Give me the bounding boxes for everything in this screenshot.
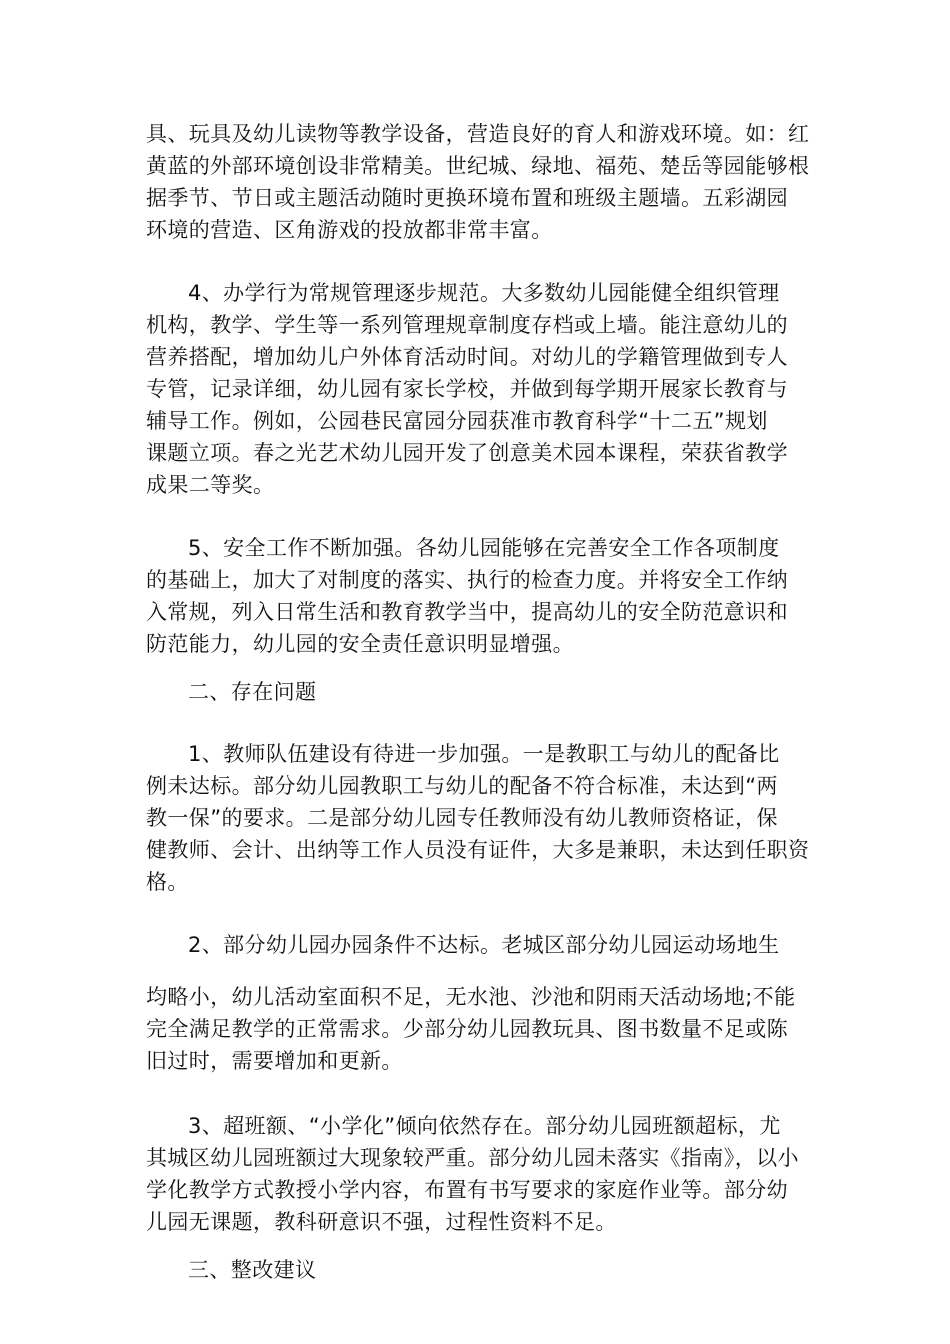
paragraph-line: 教一保”的要求。二是部分幼儿园专任教师没有幼儿教师资格证，保 xyxy=(146,806,778,830)
paragraph-line: 的基础上，加大了对制度的落实、执行的检查力度。并将安全工作纳 xyxy=(146,568,788,592)
paragraph-line: 课题立项。春之光艺术幼儿园开发了创意美术园本课程，荣获省教学 xyxy=(146,441,788,465)
paragraph-line: 均略小，幼儿活动室面积不足，无水池、沙池和阴雨天活动场地;不能 xyxy=(146,985,796,1009)
paragraph-line: 健教师、会计、出纳等工作人员没有证件，大多是兼职，未达到任职资 xyxy=(146,838,810,862)
section-heading: 二、存在问题 xyxy=(188,680,317,704)
paragraph-line: 其城区幼儿园班额过大现象较严重。部分幼儿园未落实《指南》，以小 xyxy=(146,1146,799,1170)
paragraph-line: 3、超班额、“小学化”倾向依然存在。部分幼儿园班额超标，尤 xyxy=(188,1114,781,1138)
paragraph-line: 旧过时，需要增加和更新。 xyxy=(146,1049,403,1073)
section-heading: 三、整改建议 xyxy=(188,1258,317,1282)
paragraph-line: 据季节、节日或主题活动随时更换环境布置和班级主题墙。五彩湖园 xyxy=(146,186,788,210)
paragraph-line: 环境的营造、区角游戏的投放都非常丰富。 xyxy=(146,218,553,242)
paragraph-line: 黄蓝的外部环境创设非常精美。世纪城、绿地、福苑、楚岳等园能够根 xyxy=(146,154,810,178)
paragraph-line: 2、部分幼儿园办园条件不达标。老城区部分幼儿园运动场地生 xyxy=(188,933,780,957)
paragraph-line: 机构，教学、学生等一系列管理规章制度存档或上墙。能注意幼儿的 xyxy=(146,313,788,337)
paragraph-line: 4、办学行为常规管理逐步规范。大多数幼儿园能健全组织管理 xyxy=(188,281,780,305)
paragraph-line: 完全满足教学的正常需求。少部分幼儿园教玩具、图书数量不足或陈 xyxy=(146,1017,788,1041)
paragraph-line: 营养搭配，增加幼儿户外体育活动时间。对幼儿的学籍管理做到专人 xyxy=(146,345,788,369)
paragraph-line: 1、教师队伍建设有待进一步加强。一是教职工与幼儿的配备比 xyxy=(188,742,780,766)
paragraph-line: 5、安全工作不断加强。各幼儿园能够在完善安全工作各项制度 xyxy=(188,536,780,560)
paragraph-line: 入常规，列入日常生活和教育教学当中，提高幼儿的安全防范意识和 xyxy=(146,600,788,624)
paragraph-line: 成果二等奖。 xyxy=(146,473,275,497)
paragraph-line: 例未达标。部分幼儿园教职工与幼儿的配备不符合标准，未达到“两 xyxy=(146,774,778,798)
paragraph-line: 专管，记录详细，幼儿园有家长学校，并做到每学期开展家长教育与 xyxy=(146,377,788,401)
paragraph-line: 儿园无课题，教科研意识不强，过程性资料不足。 xyxy=(146,1210,617,1234)
paragraph-line: 防范能力，幼儿园的安全责任意识明显增强。 xyxy=(146,632,574,656)
paragraph-line: 辅导工作。例如，公园巷民富园分园获准市教育科学“十二五”规划 xyxy=(146,409,768,433)
paragraph-line: 格。 xyxy=(146,870,189,894)
paragraph-line: 学化教学方式教授小学内容，布置有书写要求的家庭作业等。部分幼 xyxy=(146,1178,788,1202)
paragraph-line: 具、玩具及幼儿读物等教学设备，营造良好的育人和游戏环境。如：红 xyxy=(146,122,810,146)
